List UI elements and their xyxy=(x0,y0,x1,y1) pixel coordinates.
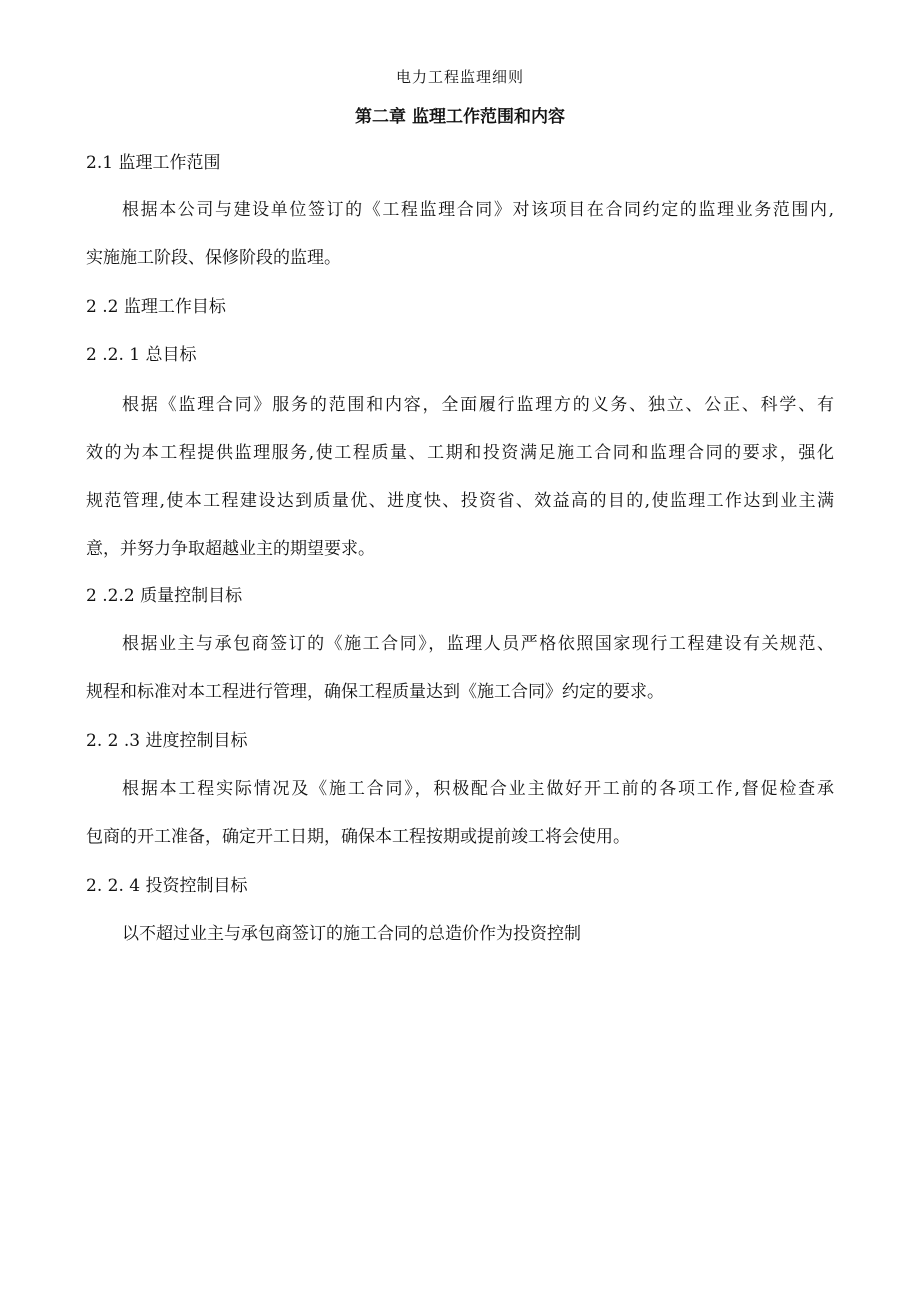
paragraph-line: 规程和标准对本工程进行管理，确保工程质量达到《施工合同》约定的要求。 xyxy=(86,682,664,702)
paragraph-line: 意，并努力争取超越业主的期望要求。 xyxy=(86,539,375,559)
section-heading-2-2-1: 2 .2. 1 总目标 xyxy=(86,345,197,365)
section-heading-2-2: 2 .2 监理工作目标 xyxy=(86,297,226,317)
paragraph-line: 包商的开工准备，确定开工日期，确保本工程按期或提前竣工将会使用。 xyxy=(86,827,630,847)
paragraph-line: 实施施工阶段、保修阶段的监理。 xyxy=(86,248,341,268)
chapter-title: 第二章 监理工作范围和内容 xyxy=(355,107,565,127)
paragraph-line: 以不超过业主与承包商签订的施工合同的总造价作为投资控制 xyxy=(122,924,581,944)
paragraph-line: 根据本公司与建设单位签订的《工程监理合同》对该项目在合同约定的监理业务范围内, xyxy=(122,200,834,220)
paragraph-line: 根据本工程实际情况及《施工合同》，积极配合业主做好开工前的各项工作,督促检查承 xyxy=(122,779,834,799)
paragraph-line: 规范管理,使本工程建设达到质量优、进度快、投资省、效益高的目的,使监理工作达到业主满 xyxy=(86,491,834,511)
section-heading-2-2-4: 2. 2. 4 投资控制目标 xyxy=(86,876,248,896)
section-heading-2-2-3: 2. 2 .3 进度控制目标 xyxy=(86,731,248,751)
section-heading-2-2-2: 2 .2.2 质量控制目标 xyxy=(86,586,243,606)
section-heading-2-1: 2.1 监理工作范围 xyxy=(86,153,221,173)
paragraph-line: 效的为本工程提供监理服务,使工程质量、工期和投资满足施工合同和监理合同的要求，强化 xyxy=(86,443,834,463)
running-header: 电力工程监理细则 xyxy=(395,68,524,86)
paragraph-line: 根据《监理合同》服务的范围和内容，全面履行监理方的义务、独立、公正、科学、有 xyxy=(122,395,834,415)
paragraph-line: 根据业主与承包商签订的《施工合同》，监理人员严格依照国家现行工程建设有关规范、 xyxy=(122,634,834,654)
